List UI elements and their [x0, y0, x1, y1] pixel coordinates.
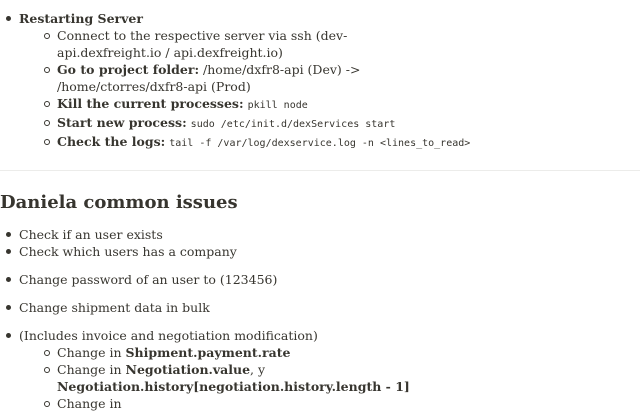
- step-folder-value: /home/dxfr8-api (Dev) -> /home/ctorres/dxfr8-api (Prod): [57, 62, 361, 94]
- step-ssh-text: Connect to the respective server via ssh (dev-api.dexfreight.io / api.dexfreight.io): [57, 28, 348, 60]
- issue-text: Check which users has a company: [19, 244, 237, 259]
- restart-item: [0, 10, 640, 152]
- issue-item: [0, 226, 640, 243]
- sub-prefix: Change in: [57, 396, 122, 411]
- sub-mid: , y: [250, 362, 266, 377]
- step-kill-cmd: pkill node: [247, 100, 308, 111]
- sub-bold: Negotiation.value: [125, 362, 251, 377]
- step-folder: [19, 61, 437, 95]
- restart-title: Restarting Server: [19, 11, 143, 26]
- issues-section: [0, 226, 640, 412]
- issue-item: [0, 243, 640, 260]
- issues-heading: Daniela common issues: [0, 192, 238, 213]
- issue-text: (Includes invoice and negotiation modification): [19, 328, 318, 343]
- step-logs: [19, 133, 640, 152]
- issue-item: [0, 271, 640, 288]
- step-kill: [19, 95, 640, 114]
- sub-bold-history: Negotiation.history[negotiation.history.length - 1]: [57, 379, 410, 394]
- issue-item: [0, 299, 640, 316]
- sub-item-negotiation: [19, 361, 640, 395]
- step-start: [19, 114, 640, 133]
- sub-bold: Shipment.payment.rate: [125, 345, 291, 360]
- step-logs-label: Check the logs:: [57, 134, 166, 149]
- step-folder-label: Go to project folder:: [57, 62, 200, 77]
- step-start-label: Start new process:: [57, 115, 187, 130]
- issue-text: Check if an user exists: [19, 227, 163, 242]
- step-ssh: [19, 27, 437, 61]
- restart-section: [0, 10, 640, 152]
- issues-list: [0, 226, 640, 412]
- sub-prefix: Change in: [57, 345, 126, 360]
- section-divider: [0, 170, 640, 171]
- sub-item-payment-rate: [19, 344, 640, 361]
- issue-text: Change password of an user to (123456): [19, 272, 278, 287]
- restart-steps: [19, 27, 640, 152]
- issue-sublist: [19, 344, 640, 412]
- issue-item: [0, 327, 640, 412]
- restart-list: [0, 10, 640, 152]
- sub-prefix: Change in: [57, 362, 126, 377]
- step-start-cmd: sudo /etc/init.d/dexServices start: [190, 119, 396, 130]
- sub-item-partial: [19, 395, 640, 412]
- step-logs-cmd: tail -f /var/log/dexservice.log -n <lines_to_read>: [169, 138, 471, 149]
- issue-text: Change shipment data in bulk: [19, 300, 210, 315]
- step-kill-label: Kill the current processes:: [57, 96, 244, 111]
